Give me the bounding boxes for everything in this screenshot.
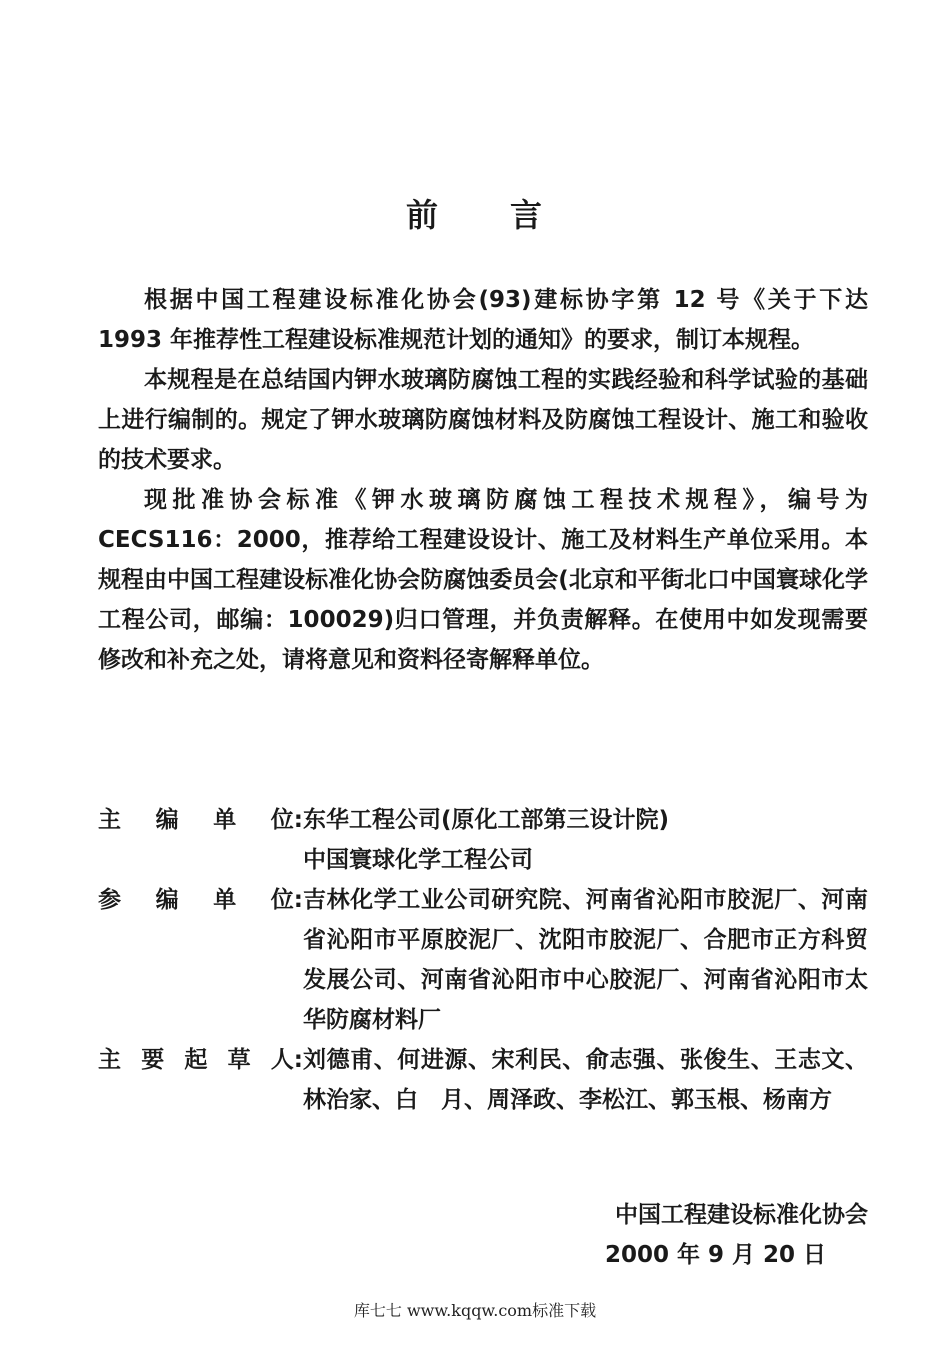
signature-block — [605, 1195, 868, 1275]
watermark-footer: 库七七 www.kqqw.com标准下载 — [353, 1301, 597, 1320]
page-title — [0, 190, 950, 236]
title-char-2: 言 — [510, 196, 545, 234]
co-editor-row: 参 编 单 位 : 吉林化学工业公司研究院、河南省沁阳市胶泥厂、河南省沁阳市平原胶泥厂、沈阳市胶泥厂、合肥市正方科贸发展公司、河南省沁阳市中心胶泥厂、河南省沁阳市太华防腐材料厂 — [98, 880, 868, 1040]
drafters-row: 主要起草人 : 刘德甫、何进源、宋利民、俞志强、张俊生、王志文、林治家、白 月、周泽政、李松江、郭玉根、杨南方 — [98, 1040, 868, 1120]
signing-date: 2000 年 9 月 20 日 — [604, 1242, 826, 1268]
drafters-label: 主要起草人 — [98, 1047, 294, 1073]
signing-organization: 中国工程建设标准化协会 — [615, 1202, 868, 1228]
title-char-1: 前 — [405, 196, 440, 234]
co-editor-value: 吉林化学工业公司研究院、河南省沁阳市胶泥厂、河南省沁阳市平原胶泥厂、沈阳市胶泥厂、合肥市正方科贸发展公司、河南省沁阳市中心胶泥厂、河南省沁阳市太华防腐材料厂 — [303, 887, 868, 1033]
paragraph-1: 根据中国工程建设标准化协会(93)建标协字第 12 号《关于下达 1993 年推荐性工程建设标准规范计划的通知》的要求，制订本规程。 — [98, 287, 868, 353]
drafters-value: 刘德甫、何进源、宋利民、俞志强、张俊生、王志文、林治家、白 月、周泽政、李松江、郭玉根、杨南方 — [303, 1047, 868, 1113]
paragraph-2: 本规程是在总结国内钾水玻璃防腐蚀工程的实践经验和科学试验的基础上进行编制的。规定了钾水玻璃防腐蚀材料及防腐蚀工程设计、施工和验收的技术要求。 — [98, 367, 868, 473]
chief-editor-value: 东华工程公司(原化工部第三设计院) 中国寰球化学工程公司 — [303, 807, 670, 873]
chief-editor-row: 主 编 单 位 : 东华工程公司(原化工部第三设计院) 中国寰球化学工程公司 — [98, 800, 868, 880]
paragraph-3: 现批准协会标准《钾水玻璃防腐蚀工程技术规程》，编号为 CECS116：2000，推荐给工程建设设计、施工及材料生产单位采用。本规程由中国工程建设标准化协会防腐蚀委员会(北京和平街北口中国寰球化学工程公司，邮编：100029)归口管理，并负责解释。在使用中如发现需要修改和补充之处，请将意见和资料径寄解释单位。 — [98, 487, 868, 673]
preface-body — [98, 280, 868, 680]
credits-section — [98, 800, 868, 1120]
chief-editor-label: 主 编 单 位 — [98, 807, 294, 833]
co-editor-label: 参 编 单 位 — [98, 887, 294, 913]
